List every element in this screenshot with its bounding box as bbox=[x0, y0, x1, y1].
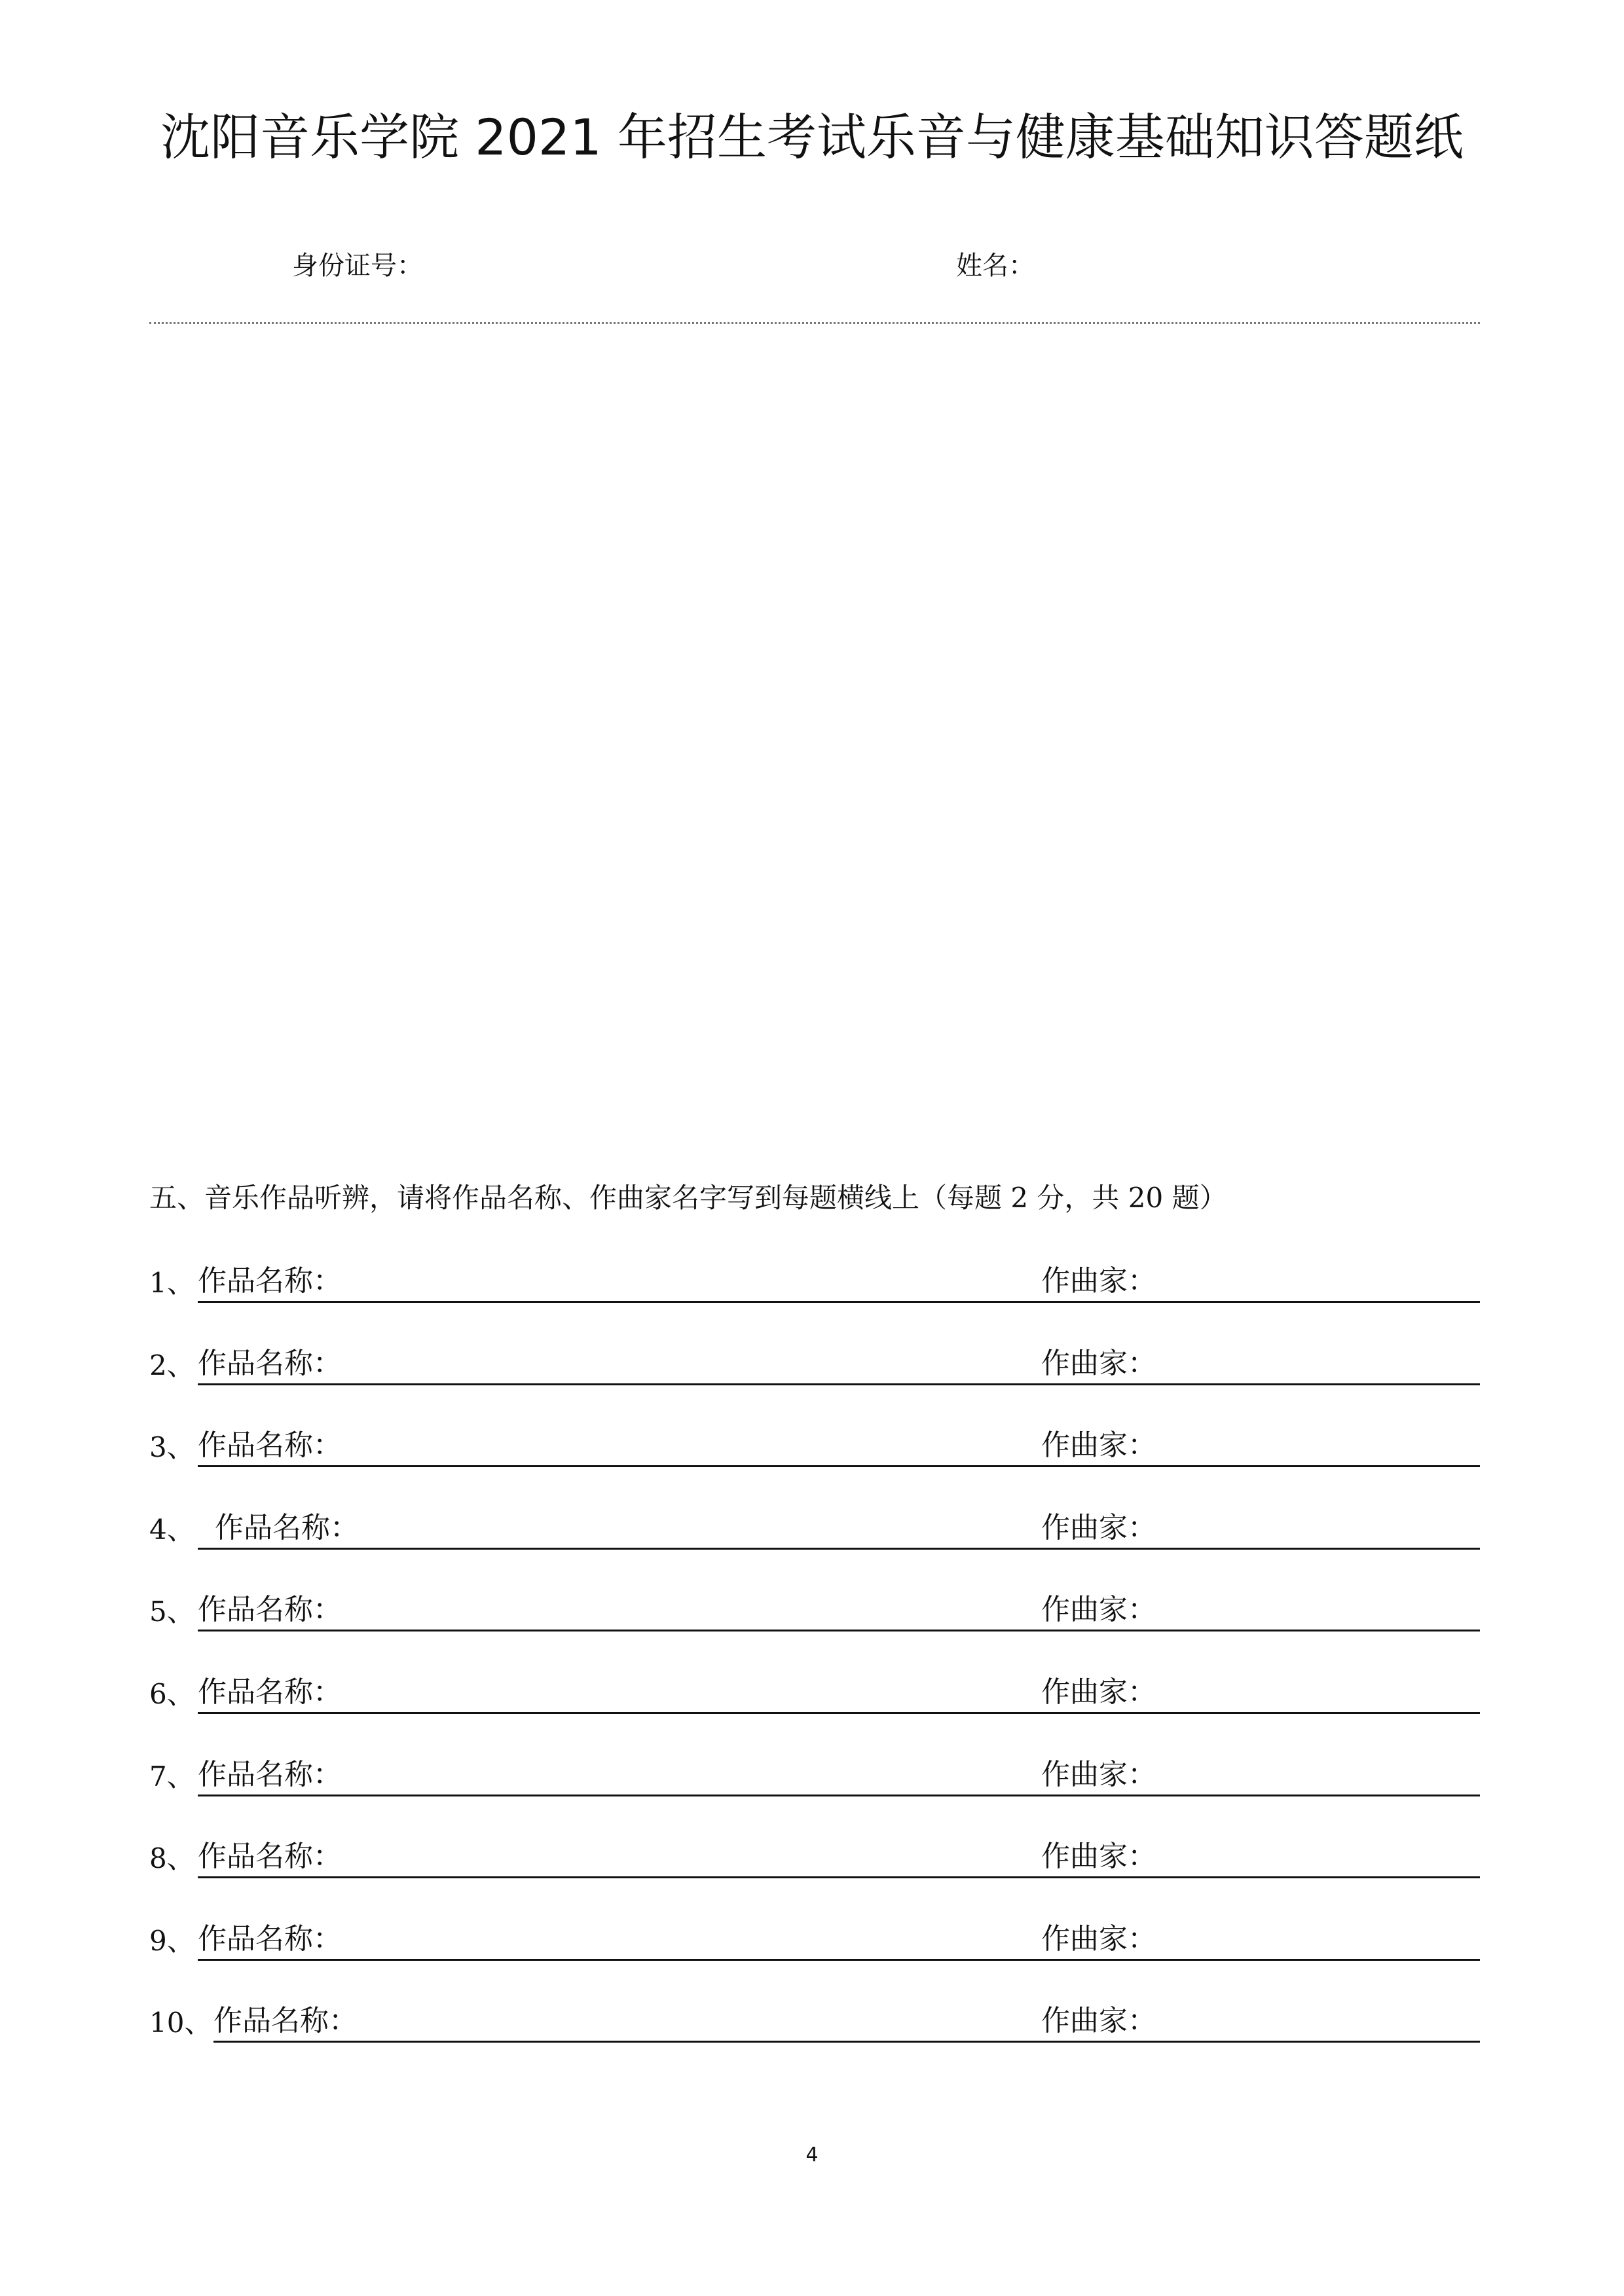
answer-row-10 bbox=[149, 2002, 1480, 2043]
composer-field[interactable] bbox=[1041, 1671, 1480, 1714]
composer-field[interactable] bbox=[1041, 1507, 1480, 1550]
composer-label: 作曲家： bbox=[1041, 1593, 1156, 1626]
question-number: 6、 bbox=[149, 1678, 194, 1710]
answer-row-9 bbox=[149, 1920, 1480, 1961]
composer-field[interactable] bbox=[1041, 1260, 1480, 1303]
composer-label: 作曲家： bbox=[1041, 1429, 1156, 1462]
work-title-label: 作品名称： bbox=[215, 1511, 359, 1544]
answer-row-7 bbox=[149, 1756, 1480, 1796]
answer-row-3 bbox=[149, 1427, 1480, 1467]
composer-field[interactable] bbox=[1041, 2000, 1480, 2043]
composer-label: 作曲家： bbox=[1041, 1840, 1156, 1873]
answer-row-5 bbox=[149, 1591, 1480, 1631]
work-title-label: 作品名称： bbox=[198, 1429, 342, 1462]
section-5-heading: 五、音乐作品听辨，请将作品名称、作曲家名字写到每题横线上（每题 2 分，共 20 题） bbox=[149, 1182, 1227, 1214]
work-title-field[interactable] bbox=[198, 1918, 1120, 1961]
answer-row-8 bbox=[149, 1838, 1480, 1878]
composer-field[interactable] bbox=[1041, 1343, 1480, 1385]
work-title-field[interactable] bbox=[198, 1507, 1120, 1550]
composer-label: 作曲家： bbox=[1041, 1675, 1156, 1709]
question-number: 9、 bbox=[149, 1925, 194, 1957]
composer-field[interactable] bbox=[1041, 1754, 1480, 1796]
work-title-field[interactable] bbox=[198, 1260, 1120, 1303]
answer-row-2 bbox=[149, 1345, 1480, 1385]
question-number: 7、 bbox=[149, 1760, 194, 1793]
id-number-label: 身份证号： bbox=[292, 251, 423, 281]
question-number: 3、 bbox=[149, 1431, 194, 1463]
answer-row-1 bbox=[149, 1262, 1480, 1303]
composer-label: 作曲家： bbox=[1041, 1347, 1156, 1380]
page-number: 4 bbox=[805, 2143, 819, 2166]
composer-field[interactable] bbox=[1041, 1918, 1480, 1961]
question-number: 2、 bbox=[149, 1349, 194, 1381]
page-title: 沈阳音乐学院 2021 年招生考试乐音与健康基础知识答题纸 bbox=[160, 108, 1464, 166]
work-title-field[interactable] bbox=[198, 1754, 1120, 1796]
work-title-label: 作品名称： bbox=[198, 1347, 342, 1380]
composer-field[interactable] bbox=[1041, 1836, 1480, 1878]
answer-row-6 bbox=[149, 1673, 1480, 1714]
composer-label: 作曲家： bbox=[1041, 2004, 1156, 2037]
work-title-label: 作品名称： bbox=[213, 2004, 358, 2037]
composer-field[interactable] bbox=[1041, 1589, 1480, 1631]
work-title-label: 作品名称： bbox=[198, 1593, 342, 1626]
answer-row-4 bbox=[149, 1509, 1480, 1550]
work-title-label: 作品名称： bbox=[198, 1922, 342, 1956]
question-number: 1、 bbox=[149, 1267, 194, 1299]
composer-label: 作曲家： bbox=[1041, 1264, 1156, 1298]
work-title-field[interactable] bbox=[213, 2000, 1120, 2043]
question-number: 5、 bbox=[149, 1595, 194, 1628]
work-title-label: 作品名称： bbox=[198, 1264, 342, 1298]
name-label: 姓名： bbox=[956, 251, 1035, 281]
question-number: 8、 bbox=[149, 1842, 194, 1874]
work-title-label: 作品名称： bbox=[198, 1675, 342, 1709]
work-title-field[interactable] bbox=[198, 1343, 1120, 1385]
work-title-field[interactable] bbox=[198, 1425, 1120, 1467]
work-title-label: 作品名称： bbox=[198, 1840, 342, 1873]
work-title-label: 作品名称： bbox=[198, 1758, 342, 1791]
work-title-field[interactable] bbox=[198, 1671, 1120, 1714]
work-title-field[interactable] bbox=[198, 1589, 1120, 1631]
composer-label: 作曲家： bbox=[1041, 1922, 1156, 1956]
dotted-divider bbox=[149, 322, 1480, 324]
composer-label: 作曲家： bbox=[1041, 1511, 1156, 1544]
question-number: 4、 bbox=[149, 1514, 194, 1546]
composer-field[interactable] bbox=[1041, 1425, 1480, 1467]
work-title-field[interactable] bbox=[198, 1836, 1120, 1878]
composer-label: 作曲家： bbox=[1041, 1758, 1156, 1791]
question-number: 10、 bbox=[149, 2007, 212, 2039]
